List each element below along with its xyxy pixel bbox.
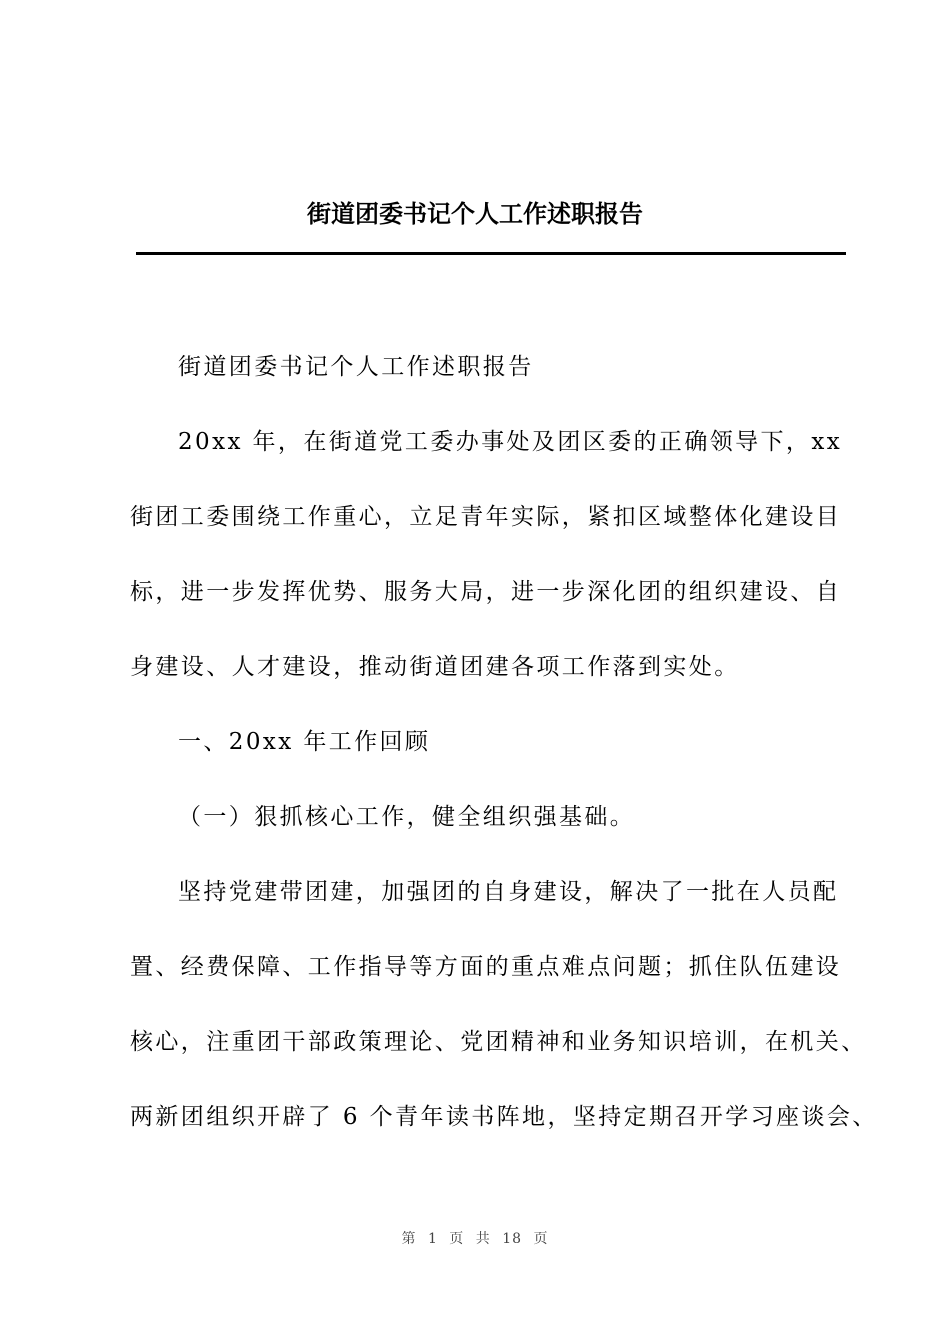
page-number-footer: 第 1 页 共 18 页 (401, 1231, 549, 1247)
body-line: 两新团组织开辟了 6 个青年读书阵地，坚持定期召开学习座谈会、 (130, 1104, 878, 1130)
body-line: 20xx 年，在街道党工委办事处及团区委的正确领导下，xx (178, 429, 843, 455)
body-line: 街团工委围绕工作重心，立足青年实际，紧扣区域整体化建设目 (130, 504, 842, 530)
title-underline (136, 252, 846, 255)
body-line: 标，进一步发挥优势、服务大局，进一步深化团的组织建设、自 (130, 579, 842, 605)
body-line: 核心，注重团干部政策理论、党团精神和业务知识培训，在机关、 (130, 1029, 867, 1055)
body-line: 置、经费保障、工作指导等方面的重点难点问题；抓住队伍建设 (130, 954, 842, 980)
section-heading: 一、20xx 年工作回顾 (178, 729, 431, 755)
document-body (130, 346, 878, 1171)
body-line: 坚持党建带团建，加强团的自身建设，解决了一批在人员配 (178, 879, 839, 905)
document-title: 街道团委书记个人工作述职报告 (307, 200, 643, 228)
body-line: 街道团委书记个人工作述职报告 (178, 354, 534, 380)
subsection-heading: （一）狠抓核心工作，健全组织强基础。 (178, 804, 636, 830)
body-line: 身建设、人才建设，推动街道团建各项工作落到实处。 (130, 654, 740, 680)
